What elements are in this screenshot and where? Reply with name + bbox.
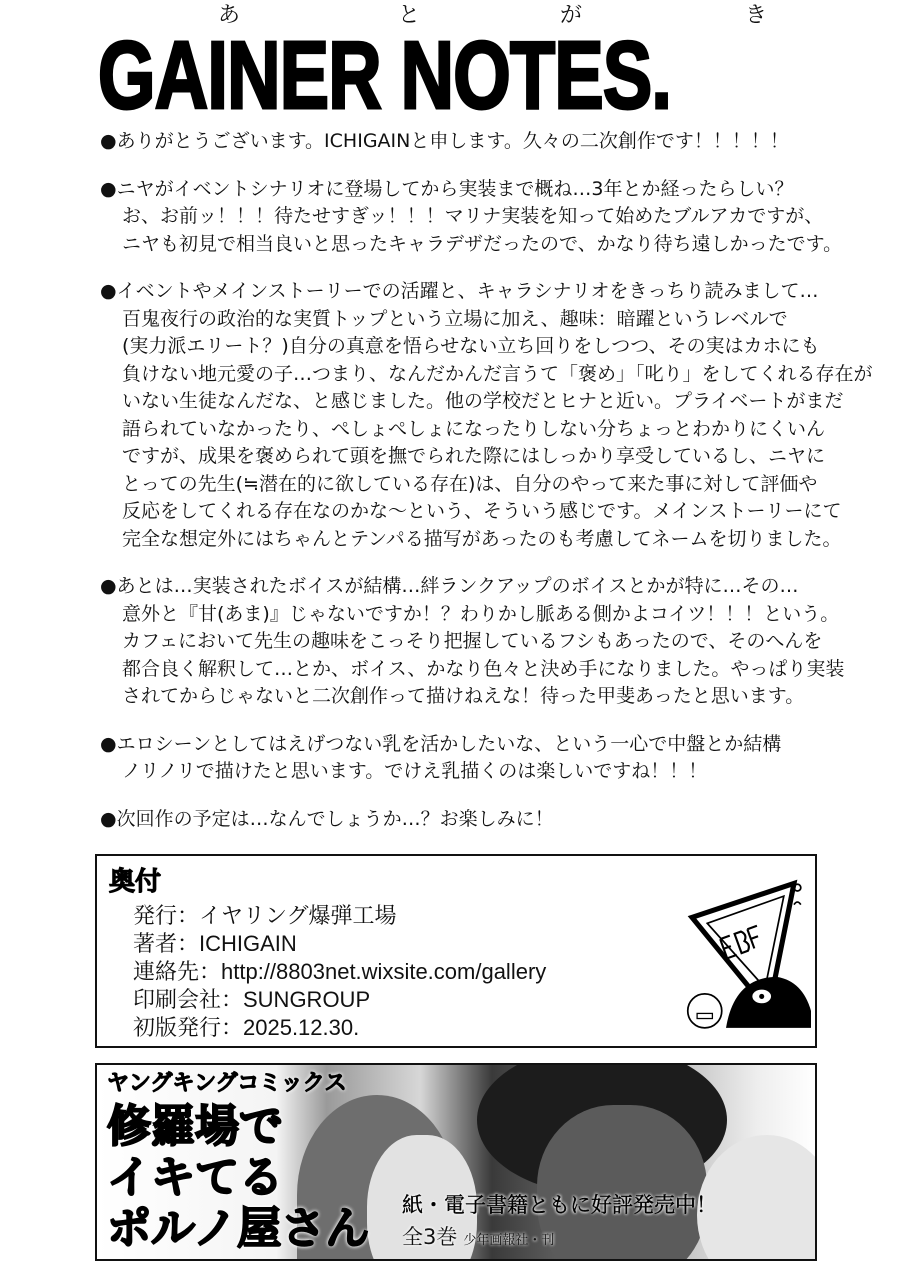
paragraph-line: ●次回作の予定は…なんでしょうか…？お楽しみに！	[100, 807, 554, 830]
paragraph-line: ●あとは…実装されたボイスが結構…絆ランクアップのボイスとかが特に…その…	[100, 575, 799, 597]
paragraph-line: ニヤも初見で相当良いと思ったキャラデザだったので、かなり待ち遠しかったです。	[122, 232, 843, 255]
paragraph-line: 語られていなかったり、ぺしょぺしょになったりしない分ちょっとわかりにくいん	[122, 417, 826, 440]
ad-title	[107, 1101, 369, 1254]
paragraph-line: ノリノリで描けたと思います。でけえ乳描くのは楽しいですね！！！	[122, 760, 708, 782]
afterword-paragraph	[100, 806, 900, 834]
paragraph-line: 都合良く解釈して…とか、ボイス、かなり色々と決め手になりました。やっぱり実装	[122, 657, 845, 680]
paragraph-line: されてからじゃないと二次創作って描けねえな！待った甲斐あったと思います。	[122, 685, 805, 707]
paragraph-line: 意外と『甘(あま)』じゃないですか！？わりかし脈ある側かよコイツ！！！という。	[122, 602, 840, 625]
paragraph-line: 完全な想定外にはちゃんとテンパる描写があったのも考慮してネームを切りました。	[122, 527, 842, 550]
colophon-box	[95, 854, 817, 1048]
logo-lettering	[720, 926, 764, 959]
ruby-char: と	[398, 3, 421, 28]
ad-title-line: 修羅場で	[107, 1101, 283, 1152]
colophon-printer: 印刷会社：SUNGROUP	[133, 987, 371, 1012]
paragraph-line: カフェにおいて先生の趣味をこっそり把握しているフシもあったので、そのへんを	[122, 630, 823, 652]
ad-volumes	[402, 1223, 554, 1255]
paragraph-line: 百鬼夜行の政治的な実質トップという立場に加え、趣味：暗躍というレベルで	[122, 307, 788, 330]
ruby-char: き	[745, 3, 768, 28]
colophon-contact: 連絡先：http://8803net.wixsite.com/gallery	[133, 959, 547, 984]
colophon-rows	[133, 902, 546, 1042]
paragraph-line: お、お前ッ！！！待たせすぎッ！！！マリナ実装を知って始めたブルアカですが、	[122, 205, 824, 227]
paragraph-line: 負けない地元愛の子…つまり、なんだかんだ言うて「褒め」「叱り」をしてくれる存在が	[122, 362, 873, 385]
paragraph-line: ●イベントやメインストーリーでの活躍と、キャラシナリオをきっちり読みまして…	[100, 280, 819, 302]
comic-advertisement	[95, 1063, 817, 1261]
colophon-publisher: 発行：イヤリング爆弾工場	[133, 903, 397, 928]
page-title: GAINER NOTES.	[98, 22, 672, 129]
ad-label: ヤングキングコミックス	[107, 1071, 347, 1096]
paragraph-line: とっての先生(≒潜在的に欲している存在)は、自分のやって来た事に対して評価や	[122, 472, 818, 495]
ad-publisher: 少年画報社・刊	[463, 1233, 555, 1248]
paragraph-line: ですが、成果を褒められて頭を撫でられた際にはしっかり享受しているし、ニヤに	[122, 445, 826, 467]
colophon-author: 著者：ICHIGAIN	[133, 931, 297, 956]
circle-logo-doodle-icon	[675, 866, 811, 1041]
ruby-char: が	[560, 3, 583, 28]
ad-promo: 紙・電子書籍ともに好評発売中！	[402, 1193, 717, 1217]
paragraph-line: ●ありがとうございます。ICHIGAINと申します。久々の二次創作です！！！！！	[100, 130, 789, 152]
illustration-character	[537, 1105, 707, 1261]
paragraph-line: 反応をしてくれる存在なのかな～という、そういう感じです。メインストーリーにて	[122, 500, 842, 522]
ad-title-line: イキてる	[107, 1152, 283, 1203]
paragraph-line: (実力派エリート？)自分の真意を悟らせない立ち回りをしつつ、その実はカホにも	[122, 335, 820, 357]
paragraph-line: いない生徒なんだな、と感じました。他の学校だとヒナと近い。プライベートがまだ	[122, 390, 844, 412]
paragraph-line: ●エロシーンとしてはえげつない乳を活かしたいな、という一心で中盤とか結構	[100, 732, 782, 755]
colophon-date: 初版発行：2025.12.30.	[133, 1015, 360, 1040]
ad-volume-count: 全3巻	[402, 1225, 458, 1249]
afterword-body	[100, 128, 900, 853]
colophon-title: 奥付	[109, 867, 162, 897]
afterword-paragraph	[100, 573, 900, 711]
afterword-paragraph	[100, 278, 900, 553]
afterword-paragraph	[100, 128, 900, 156]
afterword-paragraph	[100, 176, 900, 259]
afterword-paragraph	[100, 731, 900, 786]
ruby-char: あ	[218, 3, 241, 28]
ad-title-line: ポルノ屋さん	[107, 1203, 370, 1254]
paragraph-line: ●ニヤがイベントシナリオに登場してから実装まで概ね…3年とか経ったらしい？	[100, 177, 794, 200]
